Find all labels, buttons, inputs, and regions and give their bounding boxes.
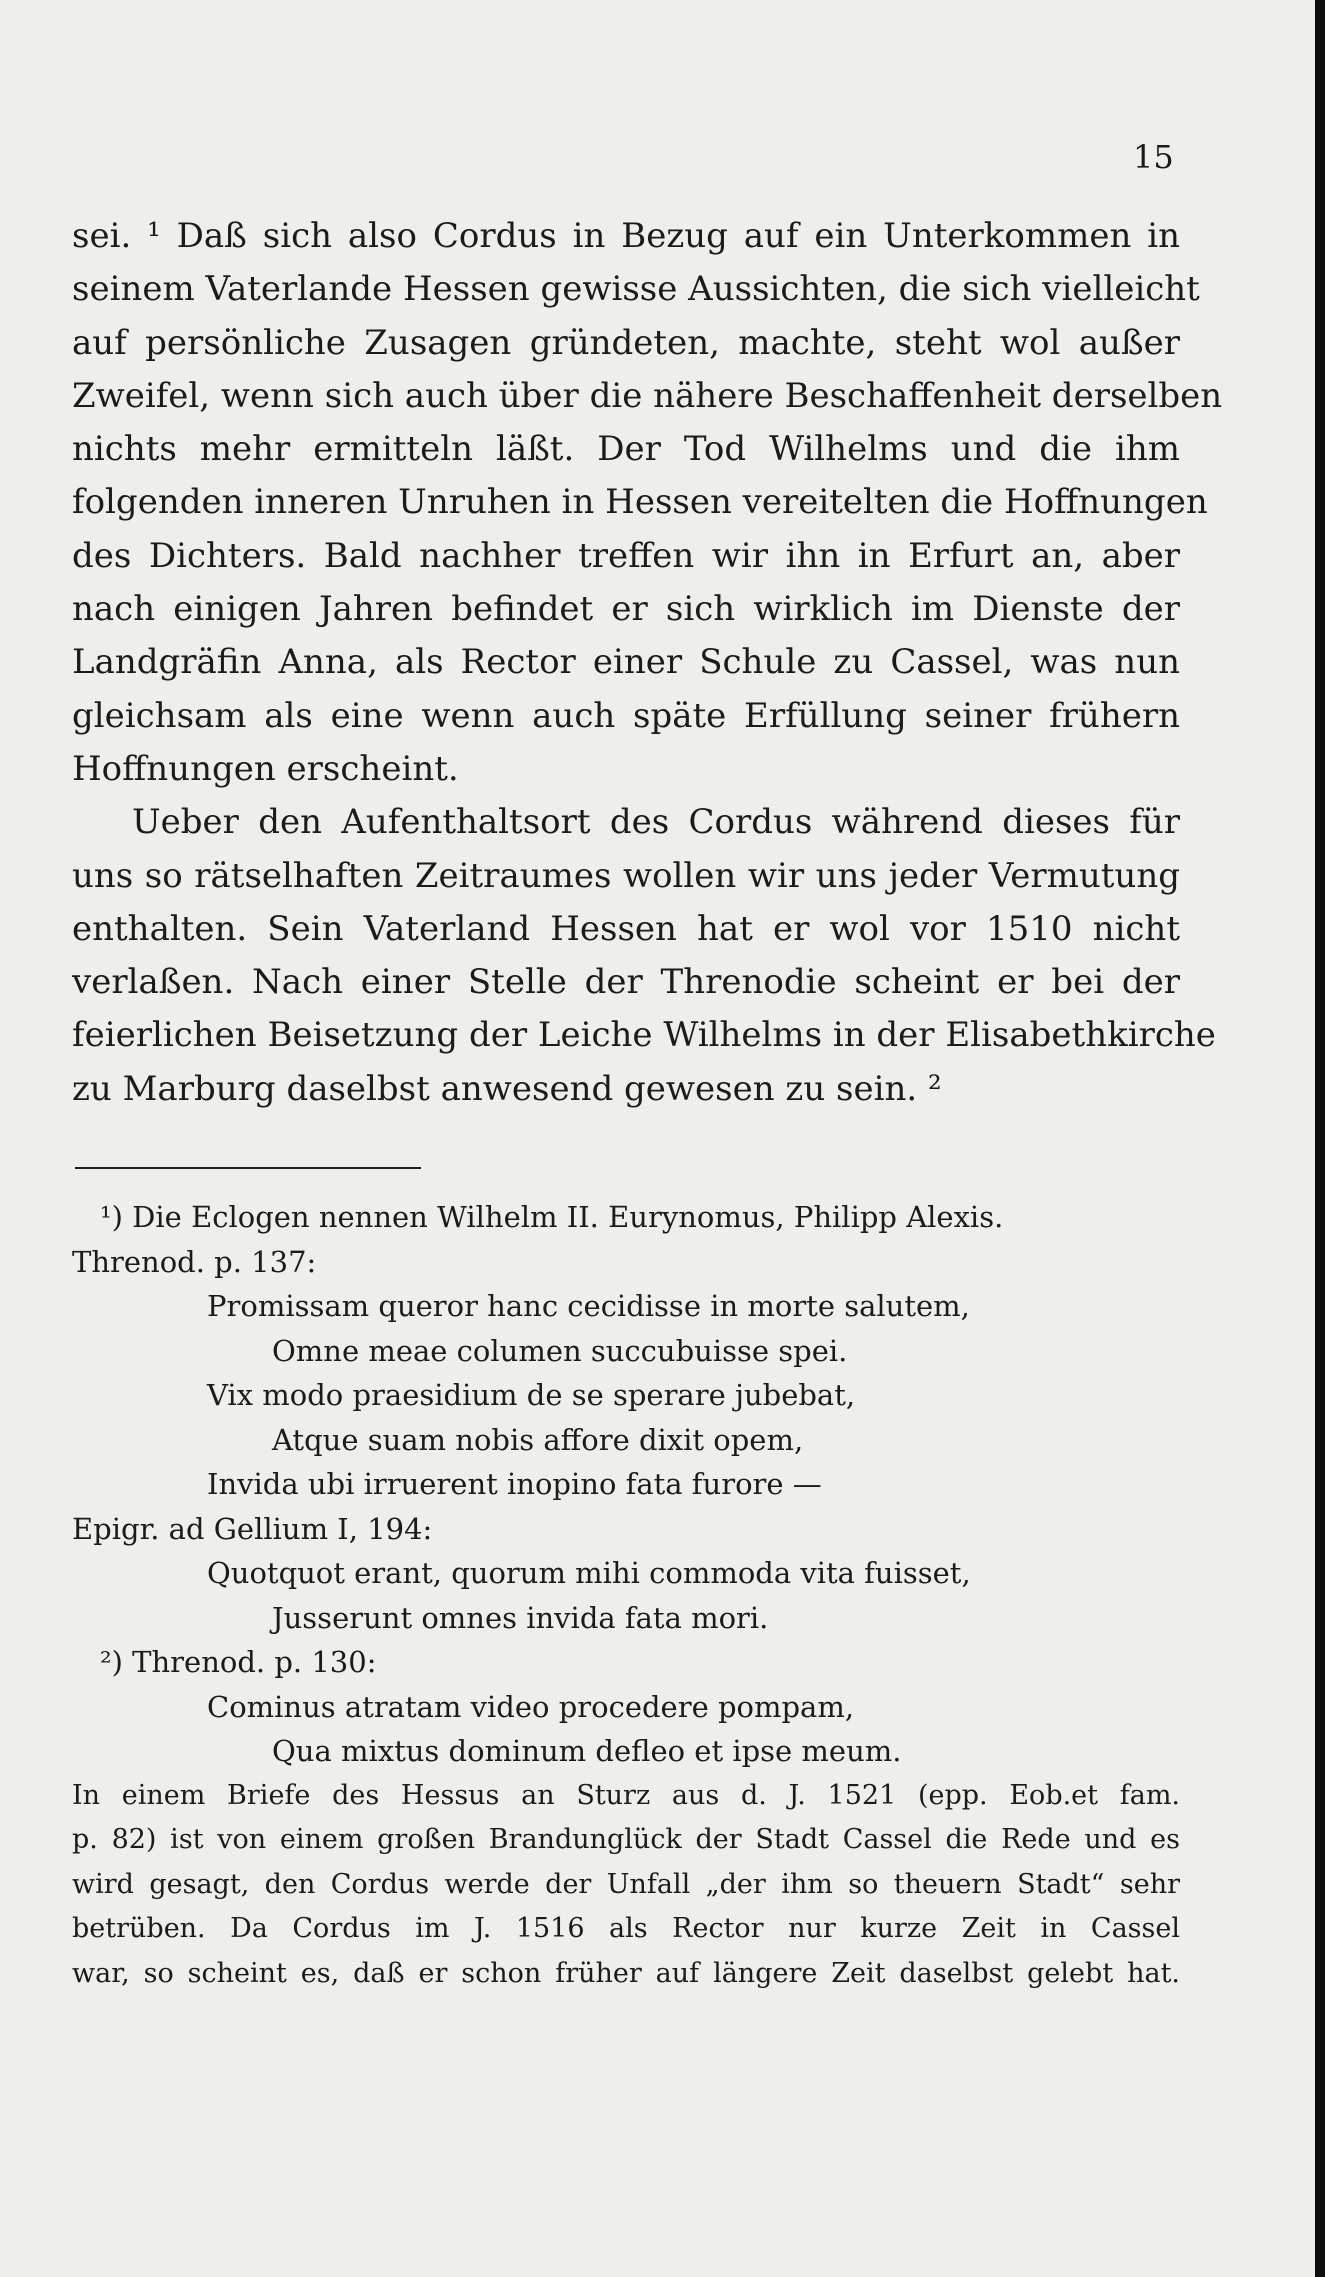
verse-line: Atque suam nobis affore dixit opem, xyxy=(272,1422,804,1457)
footnote-2: ²) Threnod. p. 130: xyxy=(100,1645,377,1679)
text-line: zu Marburg daselbst anwesend gewesen zu sein. ² xyxy=(72,1068,942,1109)
footnote-source: Epigr. ad Gellium I, 194: xyxy=(72,1511,433,1546)
text-line: uns so rätselhaften Zeitraumes wollen wir uns jeder Vermutung xyxy=(72,855,1180,896)
text-line: folgenden inneren Unruhen in Hessen vereitelten die Hoffnungen xyxy=(72,482,1208,523)
verse-line: Quotquot erant, quorum mihi commoda vita fuisset, xyxy=(207,1556,971,1590)
text-line: sei. ¹ Daß sich also Cordus in Bezug auf ein Unterkommen in xyxy=(72,216,1180,256)
text-line: enthalten. Sein Vaterland Hessen hat er wol vor 1510 nicht xyxy=(72,908,1180,949)
text-line: Zweifel, wenn sich auch über die nähere Beschaffenheit derselben xyxy=(72,375,1223,416)
verse-line: Qua mixtus dominum defleo et ipse meum. xyxy=(272,1734,902,1768)
main-text xyxy=(72,210,1223,1116)
verse-line: Jusserunt omnes invida fata mori. xyxy=(272,1600,769,1635)
text-line: gleichsam als eine wenn auch späte Erfüllung seiner frühern xyxy=(72,695,1180,736)
footnote-source: Threnod. p. 137: xyxy=(72,1244,317,1279)
text-line: seinem Vaterlande Hessen gewisse Aussichten, die sich vielleicht xyxy=(72,269,1200,310)
text-line: Landgräfin Anna, als Rector einer Schule zu Cassel, was nun xyxy=(72,642,1180,683)
footnote-prose-line: wird gesagt, den Cordus werde der Unfall „der ihm so theuern Stadt“ sehr xyxy=(72,1868,1180,1900)
verse-line: Promissam queror hanc cecidisse in morte salutem, xyxy=(207,1289,970,1323)
text-line: nichts mehr ermitteln läßt. Der Tod Wilhelms und die ihm xyxy=(72,429,1180,470)
footnote-prose-line: war, so scheint es, daß er schon früher auf längere Zeit daselbst gelebt hat. xyxy=(72,1957,1180,1989)
verse-line: Omne meae columen succubuisse spei. xyxy=(272,1333,848,1368)
verse-line: Invida ubi irruerent inopino fata furore — xyxy=(207,1467,822,1501)
text-line: Hoffnungen erscheint. xyxy=(72,748,459,789)
verse-line: Cominus atratam video procedere pompam, xyxy=(207,1689,855,1724)
footnote-prose-line: p. 82) ist von einem großen Brandunglück der Stadt Cassel die Rede und es xyxy=(72,1824,1180,1855)
text-line: nach einigen Jahren befindet er sich wirklich im Dienste der xyxy=(72,589,1180,630)
text-line: Ueber den Aufenthaltsort des Cordus während dieses für xyxy=(132,802,1180,843)
footnote-prose-line: In einem Briefe des Hessus an Sturz aus d. J. 1521 (epp. Eob.et fam. xyxy=(72,1779,1180,1811)
text-line: des Dichters. Bald nachher treffen wir ihn in Erfurt an, aber xyxy=(72,535,1180,576)
footnote-1: ¹) Die Eclogen nennen Wilhelm II. Eurynomus, Philipp Alexis. xyxy=(100,1200,1004,1234)
footnote-divider xyxy=(75,1167,421,1169)
text-line: auf persönliche Zusagen gründeten, machte, steht wol außer xyxy=(72,322,1180,363)
text-line: verlaßen. Nach einer Stelle der Threnodie scheint er bei der xyxy=(72,962,1180,1003)
text-line: feierlichen Beisetzung der Leiche Wilhelms in der Elisabethkirche xyxy=(72,1015,1216,1056)
verse-line: Vix modo praesidium de se sperare jubebat, xyxy=(207,1378,856,1412)
footnote-prose-line: betrüben. Da Cordus im J. 1516 als Rector nur kurze Zeit in Cassel xyxy=(72,1913,1180,1944)
page-number: 15 xyxy=(1133,138,1174,176)
footnotes xyxy=(72,1195,1180,1996)
